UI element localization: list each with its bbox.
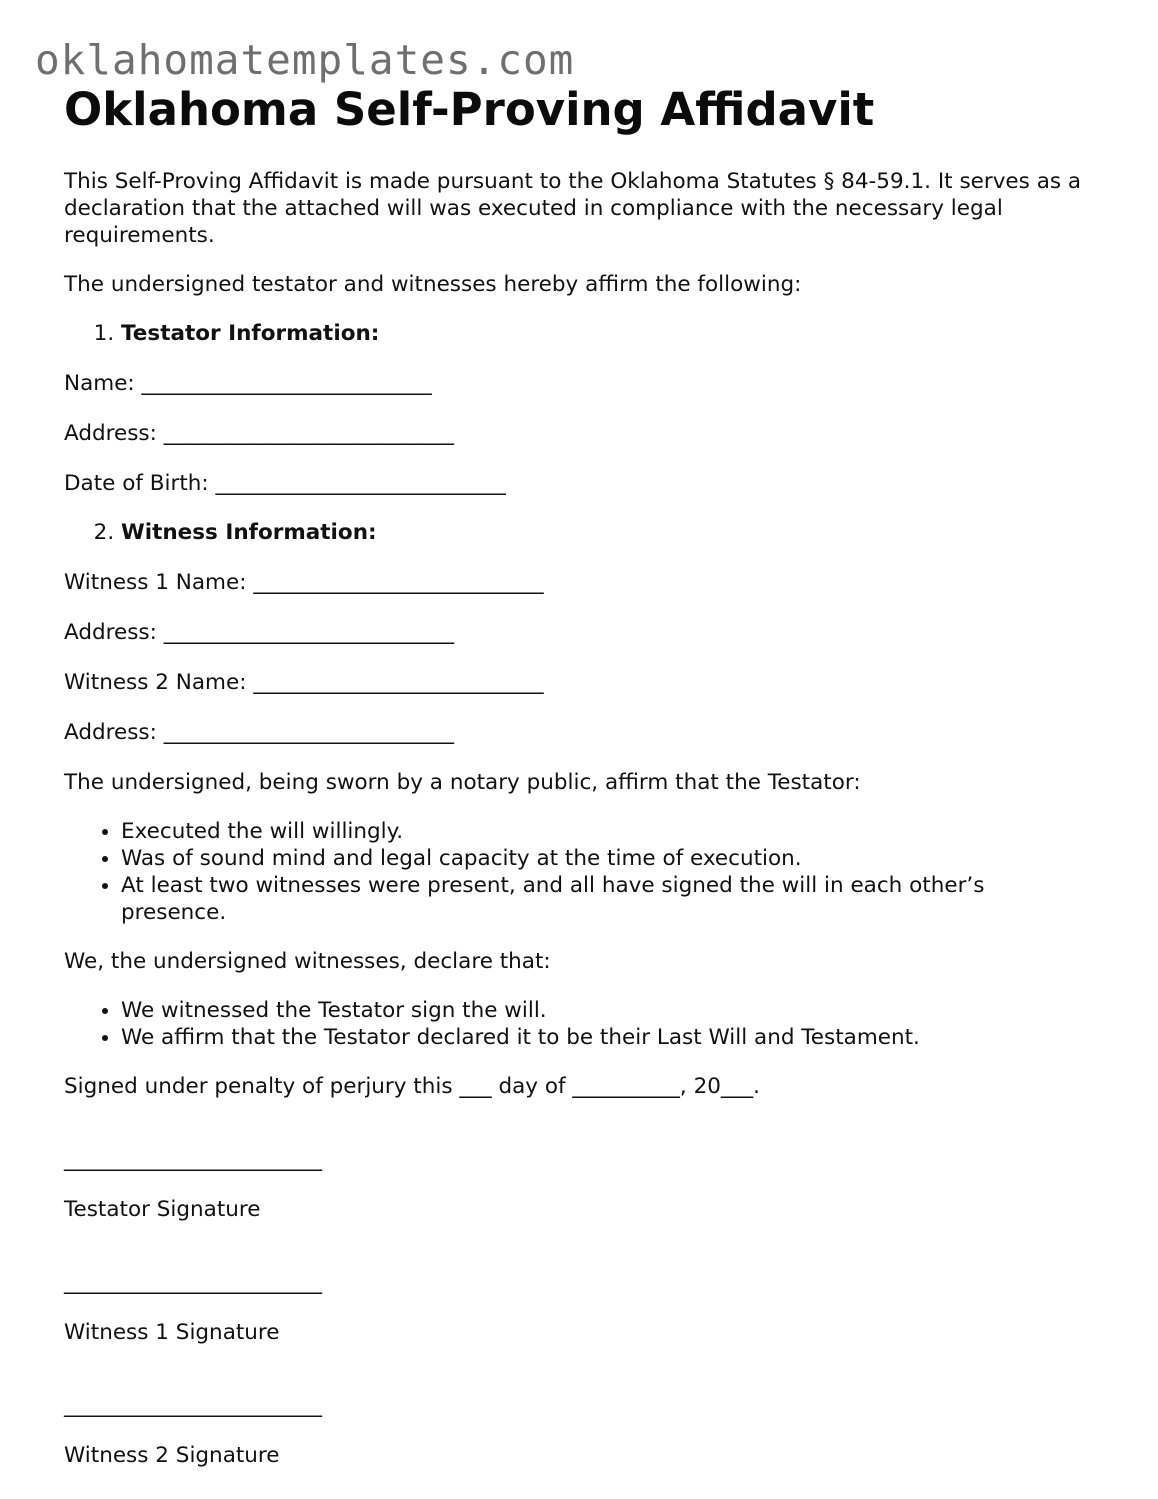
signed-date-line[interactable]: Signed under penalty of perjury this ___ day of __________, 20___. [64,1074,761,1099]
list-item: • Was of sound mind and legal capacity at the time of execution. [121,845,1094,872]
watermark: oklahomatemplates.com [35,36,575,84]
affirm-intro: The undersigned testator and witnesses hereby affirm the following: [64,272,802,297]
list-item: • Executed the will willingly. [121,818,1094,845]
testator-bullet-list [64,818,1094,926]
sworn-statement: The undersigned, being sworn by a notary public, affirm that the Testator: [64,770,861,795]
field-witness1-name[interactable] [64,569,1094,596]
field-label: Witness 2 Name: [64,670,247,695]
blank-line[interactable]: ___________________________ [215,471,506,496]
witness-bullet-list [64,997,1094,1051]
testator-signature-label: Testator Signature [64,1197,261,1222]
field-label: Address: [64,720,157,745]
field-label: Name: [64,371,135,396]
field-testator-address[interactable] [64,420,1094,447]
witness2-signature-line[interactable]: ________________________ [64,1393,322,1418]
witness-declaration: We, the undersigned witnesses, declare that: [64,949,551,974]
field-label: Address: [64,421,157,446]
field-testator-dob[interactable] [64,470,1094,497]
testator-signature-line[interactable]: ________________________ [64,1147,322,1172]
list-item: • We affirm that the Testator declared it to be their Last Will and Testament. [121,1024,1094,1051]
list-item: • We witnessed the Testator sign the will. [121,997,1094,1024]
field-witness2-address[interactable] [64,719,1094,746]
section-witness [64,519,1094,546]
witness1-signature-line[interactable]: ________________________ [64,1270,322,1295]
witness2-signature-label: Witness 2 Signature [64,1443,280,1468]
field-testator-name[interactable] [64,370,1094,397]
field-label: Witness 1 Name: [64,570,247,595]
page-title: Oklahoma Self-Proving Affidavit [64,83,875,136]
blank-line[interactable]: ___________________________ [253,570,544,595]
blank-line[interactable]: ___________________________ [163,720,454,745]
intro-paragraph: This Self-Proving Affidavit is made pursuant to the Oklahoma Statutes § 84-59.1. It serves as a declaration that the attached will was executed in compliance with the necessary legal requirements. [64,169,1082,248]
section-title-witness: Witness Information: [121,520,377,545]
blank-line[interactable]: ___________________________ [141,371,432,396]
blank-line[interactable]: ___________________________ [163,421,454,446]
list-item: • At least two witnesses were present, and all have signed the will in each other’s presence. [121,872,1094,926]
document-body [64,84,1094,1469]
field-witness2-name[interactable] [64,669,1094,696]
witness1-signature-label: Witness 1 Signature [64,1320,280,1345]
section-testator [64,320,1094,347]
field-witness1-address[interactable] [64,619,1094,646]
blank-line[interactable]: ___________________________ [163,620,454,645]
blank-line[interactable]: ___________________________ [253,670,544,695]
field-label: Address: [64,620,157,645]
field-label: Date of Birth: [64,471,209,496]
section-title-testator: Testator Information: [121,321,380,346]
